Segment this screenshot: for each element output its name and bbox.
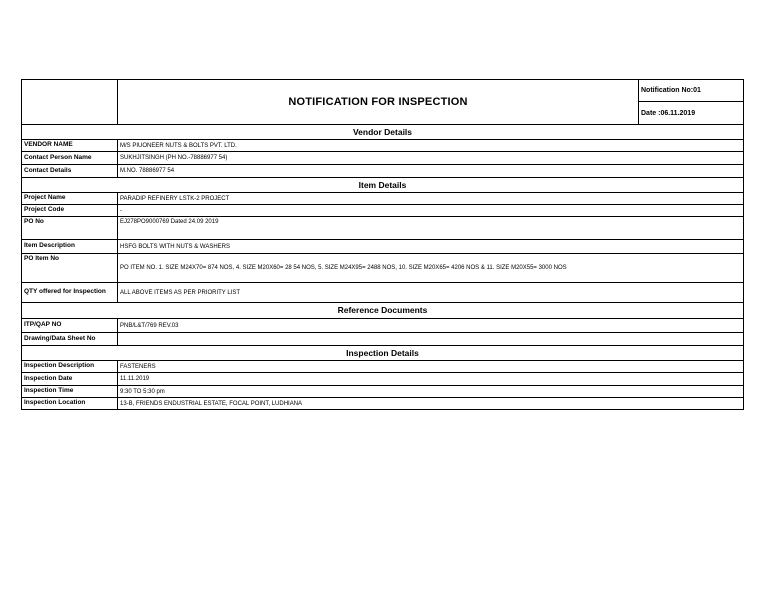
field-value: SUKHJITSINGH (PH NO.-78886977 54) — [118, 152, 744, 165]
section-reference-documents: Reference Documents — [22, 303, 744, 319]
field-label: PO No — [22, 217, 118, 240]
field-label: QTY offered for Inspection — [22, 283, 118, 303]
field-value: HSFG BOLTS WITH NUTS & WASHERS — [118, 240, 744, 254]
form-table — [21, 79, 744, 410]
field-value: PO ITEM NO. 1. SIZE M24X70= 874 NOS, 4. SIZE M20X60= 28 54 NOS, 5. SIZE M24X95= 2488 NOS, 10. SIZE M20X65= 4206 NOS & 11. SIZE M20X55= 3000 NOS — [118, 254, 744, 283]
field-label: Inspection Date — [22, 373, 118, 386]
field-label: Inspection Description — [22, 361, 118, 373]
field-label: PO Item No — [22, 254, 118, 283]
field-label: Project Code — [22, 205, 118, 217]
field-label: Project Name — [22, 193, 118, 205]
field-value: PARADIP REFINERY LSTK-2 PROJECT — [118, 193, 744, 205]
field-value: PNB/L&T/769 REV.03 — [118, 319, 744, 333]
table-row — [22, 373, 744, 386]
field-label: Drawing/Data Sheet No — [22, 333, 118, 346]
table-row — [22, 240, 744, 254]
table-row — [22, 217, 744, 240]
field-value: ALL ABOVE ITEMS AS PER PRIORITY LIST — [118, 283, 744, 303]
table-row — [22, 152, 744, 165]
field-value: - — [118, 205, 744, 217]
field-value: EJ278PO9000769 Dated 24.09 2019 — [118, 217, 744, 240]
section-vendor-details: Vendor Details — [22, 125, 744, 140]
table-row — [22, 140, 744, 152]
field-value — [118, 333, 744, 346]
section-inspection-details: Inspection Details — [22, 346, 744, 361]
field-label: ITP/QAP NO — [22, 319, 118, 333]
form-title: NOTIFICATION FOR INSPECTION — [118, 80, 639, 125]
field-label: VENDOR NAME — [22, 140, 118, 152]
field-value: M/S PIUONEER NUTS & BOLTS PVT. LTD. — [118, 140, 744, 152]
table-row — [22, 205, 744, 217]
table-row — [22, 165, 744, 178]
notification-number: Notification No:01 — [639, 80, 744, 102]
inspection-notification-form — [21, 79, 743, 410]
table-row — [22, 398, 744, 410]
field-label: Inspection Location — [22, 398, 118, 410]
field-value: FASTENERS — [118, 361, 744, 373]
field-value: 9:30 TO 5:30 pm — [118, 386, 744, 398]
table-row — [22, 319, 744, 333]
table-row — [22, 283, 744, 303]
logo-cell — [22, 80, 118, 125]
field-value: 13-B, FRIENDS ENDUSTRIAL ESTATE, FOCAL POINT, LUDHIANA — [118, 398, 744, 410]
table-row — [22, 361, 744, 373]
field-label: Contact Details — [22, 165, 118, 178]
field-label: Inspection Time — [22, 386, 118, 398]
section-item-details: Item Details — [22, 178, 744, 193]
table-row — [22, 254, 744, 283]
table-row — [22, 333, 744, 346]
table-row — [22, 193, 744, 205]
field-label: Contact Person Name — [22, 152, 118, 165]
field-value: M.NO. 78886977 54 — [118, 165, 744, 178]
table-row — [22, 386, 744, 398]
field-value: 11.11.2019 — [118, 373, 744, 386]
field-label: Item Description — [22, 240, 118, 254]
notification-date: Date :06.11.2019 — [639, 102, 744, 125]
